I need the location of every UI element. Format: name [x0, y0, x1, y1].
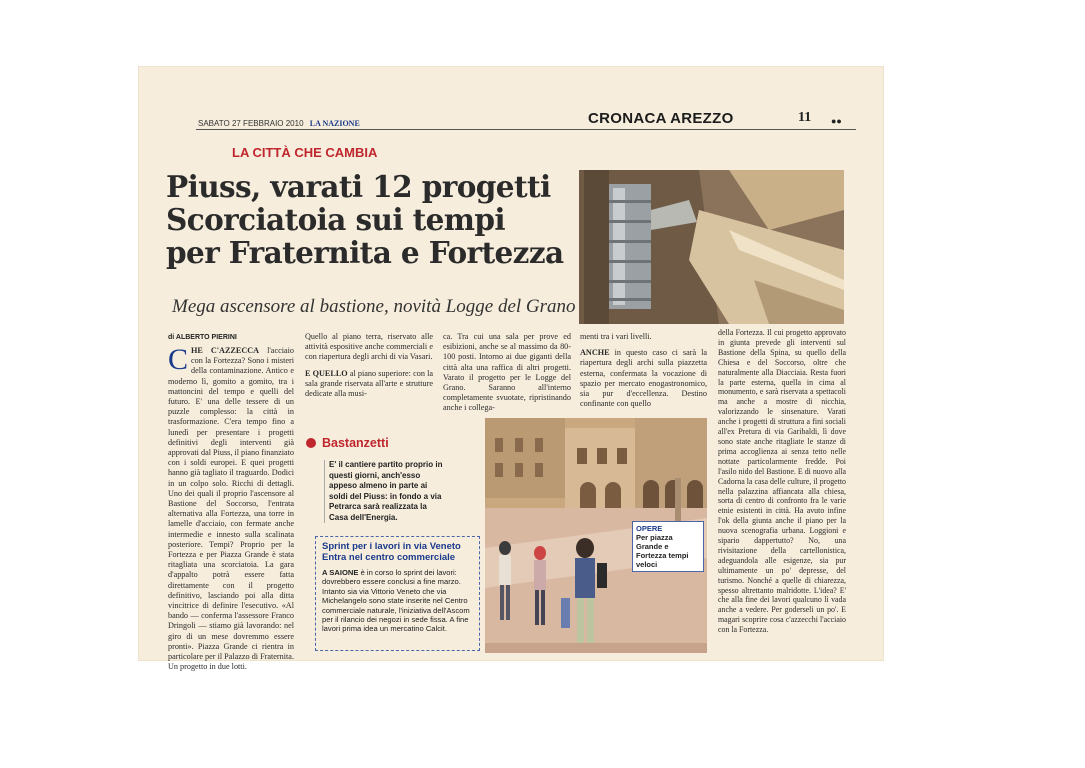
- headline-line: Piuss, varati 12 progetti: [166, 169, 551, 204]
- sprint-sidebar-box: [315, 536, 480, 651]
- article-column-5: [718, 328, 846, 635]
- column-text: menti tra i vari livelli.: [580, 332, 652, 341]
- bastanzetti-title: Bastanzetti: [322, 436, 389, 450]
- sprint-body: è in corso lo sprint dei lavori: dovrebbero essere conclusi a fine marzo. Intanto sia via Vittorio Veneto che via Michelangelo sono state inserite nel Centro commerciale naturale, l'iniziativa dell'Ascom per il rilancio dei negozi in sede fissa. A fine lavori prima idea un mercatino Calcit.: [322, 568, 470, 634]
- lead-in: E QUELLO: [305, 368, 348, 378]
- elevator-rendering-image: [579, 170, 844, 324]
- column-text: della Fortezza. Il cui progetto approvato in giunta prevede gli interventi sul Bastione della Spina, su quello della Chiesa e del Soccorso, oltre che naturalmente alla Diacciaia. Resta fuori la parte esterna, quella in cima al monumento, e sarà riservata a spettacoli ma anche a mostre di nicchia, valorizzando le sinsenature. Varati anche i progetti di struttura a fini sociali all'ex Pretura di via Garibaldi, lì dove sono state anche ritagliate le stanze di prima accoglienza ai senza tetto nelle nottate particolarmente fredde. Poi l'asilo nido del Bastione. E di nuovo alla Cadorna la casa delle culture, il progetto nella palazzina affiancata alla chiesa, sorta di centro di confronto fra le varie etnie esistenti in città. Ha avuto infine l'ok della giunta anche il piano per la nuova scenografia urbana. Loggioni e sipario dappertutto? No, una rivisitazione della cartellonistica, adeguandola alle esigenze, sia pur ultimamente un po' depresse, del turismo. Nonché a quelle di chiarezza, spesso altrettanto malridotte. L'idea? E' che alla fine dei lavori qualcuno lì vada anche a vedere. Per goderseli un po'. E magari scoprire cosa c'azzecchi l'acciaio con la Fortezza.: [718, 328, 846, 635]
- sprint-title-line: Sprint per i lavori in via Veneto: [322, 541, 461, 552]
- headline-line: Scorciatoia sui tempi: [166, 202, 506, 237]
- column-text: l'acciaio con la Fortezza? Sono i misteri della contaminazione. Antico e moderno lì, gomito a gomito, tra i mattoncini del tempo e quelli del futuro. E' una delle tessere di un puzzle complesso: la città in trasformazione. C'era tempo fino a lunedì per presentare i progetti definitivi degli interventi già approvati dal Piuss, il piano finanziato con i soldi europei. E quei progetti hanno già tagliato il traguardo. Dodici in un colpo solo. Ricchi di dettagli. Uno dei quali il proprio l'ascensore al Bastione del Soccorso, l'entrata alternativa alla Fortezza, una torre in lamelle d'acciaio, con fermate anche intermedie e innesto sulla scalinata posteriore. Tempi? Proprio per la Fortezza e per Piazza Grande è stata ritagliata una scorciatoia. La gara d'appalto potrà essere fatta direttamente con il progetto definitivo, lasciando poi alla ditta vincitrice di definire l'esecutivo. «Al bando — conferma l'assessore Franco Dringoli — stiamo già lavorando: nel giro di un mese dovremmo essere pronti». Piazza Grande ci rientra in particolare per il Palazzo di Fraternita. Un progetto in due lotti.: [168, 346, 294, 672]
- column-text: al piano superiore: con la sala grande riservata all'arte e strutture dedicate alla musi-: [305, 368, 433, 399]
- drop-cap: C: [168, 343, 189, 376]
- page-number: 11: [798, 110, 812, 125]
- caption-tag: OPERE: [636, 524, 663, 533]
- article-kicker: LA CITTÀ CHE CAMBIA: [232, 145, 378, 160]
- article-column-4: [580, 332, 707, 409]
- sprint-text: [322, 568, 473, 634]
- bastanzetti-box: [306, 436, 446, 523]
- headline-line: per Fraternita e Fortezza: [166, 235, 564, 270]
- sprint-title-line: Entra nel centro commerciale: [322, 552, 456, 563]
- lead-in: A SAIONE: [322, 568, 359, 577]
- lead-in: HE C'AZZECCA: [191, 346, 260, 355]
- location-pin-icon: [306, 438, 316, 448]
- issue-date: SABATO 27 FEBBRAIO 2010: [198, 119, 304, 128]
- newspaper-clipping: [138, 66, 884, 672]
- column-text: in questo caso ci sarà la riapertura degli archi sulla piazzetta esterna, confermata la vocazione di spazio per mercato enogastronomico, sia pur d'eccellenza. Destino confinante con quello: [580, 348, 708, 409]
- section-title: CRONACA AREZZO: [588, 110, 734, 127]
- bastanzetti-text: E' il cantiere partito proprio in questi giorni, anch'esso appeso almeno in parte ai soldi del Piuss: in fondo a via Petrarca sarà realizzata la Casa dell'Energia.: [324, 460, 446, 523]
- article-headline: [166, 170, 596, 269]
- publication-name: LA NAZIONE: [309, 119, 360, 128]
- masthead-date: [198, 119, 360, 128]
- article-column-2: [305, 332, 433, 399]
- column-text: ca. Tra cui una sala per prove ed esibizioni, anche se al massimo da 80-100 posti. Intorno ai due giganti della città alta una raffica di altri progetti. Varato il progetto per le Logge del Grano. Saranno all'interno completamente svuotate, ripristinando anche i collega-: [443, 332, 571, 413]
- lead-in: ANCHE: [580, 348, 610, 358]
- article-column-3: [443, 332, 571, 414]
- photo-caption: [632, 521, 704, 572]
- rendering-drawing: [579, 170, 844, 324]
- page-dots: ●●: [831, 116, 842, 126]
- article-column-1: [168, 343, 294, 673]
- masthead-rule: [196, 129, 856, 130]
- article-byline: di ALBERTO PIERINI: [168, 334, 237, 341]
- article-subhead: Mega ascensore al bastione, novità Logge del Grano: [172, 296, 576, 317]
- column-text: Quello al piano terra, riservato alle attività espositive anche commerciali e con riapertura degli archi di via Vasari.: [305, 332, 433, 362]
- bastanzetti-heading: [306, 436, 446, 450]
- caption-text: Per piazza Grande e Fortezza tempi veloci: [636, 533, 689, 569]
